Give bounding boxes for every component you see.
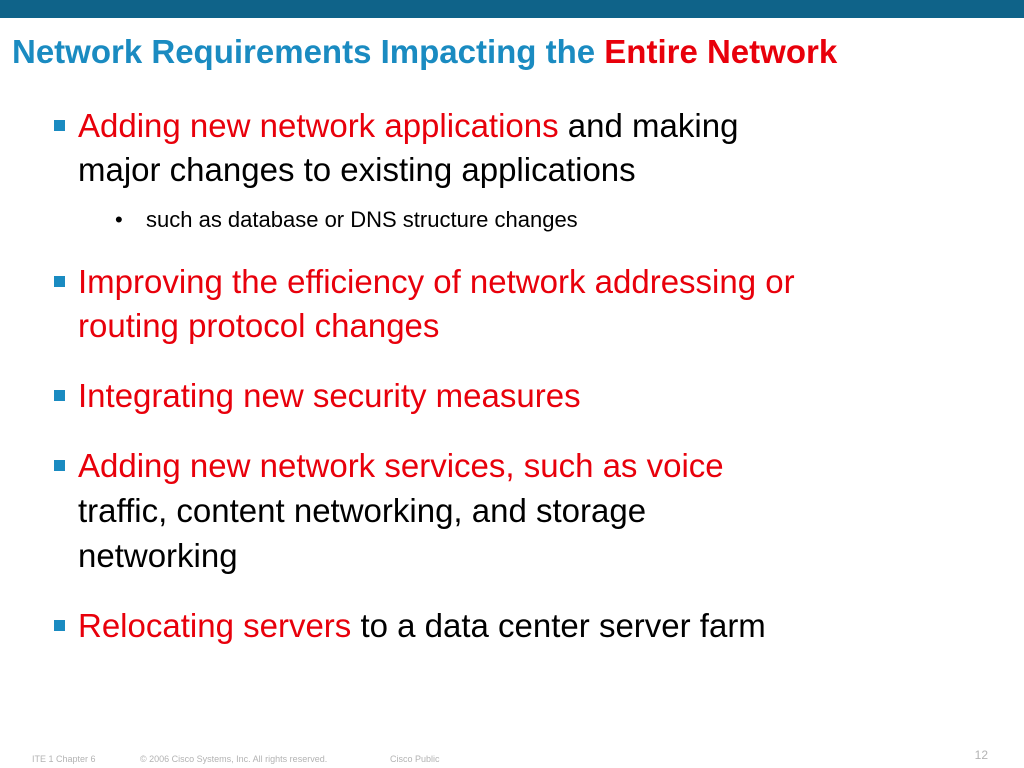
bullet-2-line-2-red: routing protocol changes — [78, 307, 440, 344]
footer-chapter: ITE 1 Chapter 6 — [32, 754, 96, 764]
bullet-1-sub-1: such as database or DNS structure changes — [146, 207, 578, 232]
title-accent: Entire Network — [604, 33, 838, 70]
bullet-marker-1 — [54, 120, 65, 131]
bullet-4-line-2 — [78, 489, 646, 533]
sub-bullet-dot-1: • — [115, 207, 123, 232]
bullet-4-line-3 — [78, 534, 238, 578]
bullet-2-line-1 — [78, 260, 795, 304]
page-number: 12 — [974, 748, 988, 762]
footer-copyright: © 2006 Cisco Systems, Inc. All rights reserved. — [140, 754, 328, 764]
bullet-marker-4 — [54, 460, 65, 471]
bullet-2-line-1-red: Improving the efficiency of network addressing or — [78, 263, 795, 300]
bullet-2-line-2 — [78, 304, 439, 348]
bullet-marker-2 — [54, 276, 65, 287]
bullet-5-line-1-red: Relocating servers — [78, 607, 352, 644]
bullet-4-line-1 — [78, 444, 724, 488]
bullet-4-line-3-black: networking — [78, 537, 238, 574]
bullet-marker-5 — [54, 620, 65, 631]
bullet-1-line-1 — [78, 104, 738, 148]
bullet-5-line-1-black: to a data center server farm — [351, 607, 766, 644]
bullet-1-line-2 — [78, 148, 636, 192]
bullet-3-line-1 — [78, 374, 581, 418]
bullet-3-line-1-red: Integrating new security measures — [78, 377, 581, 414]
bullet-marker-3 — [54, 390, 65, 401]
title-main: Network Requirements Impacting the — [12, 33, 605, 70]
bullet-4-line-1-red: Adding new network services, such as voice — [78, 447, 724, 484]
footer-classification: Cisco Public — [390, 754, 440, 764]
bullet-1-line-1-red: Adding new network applications — [78, 107, 559, 144]
bullet-4-line-2-black: traffic, content networking, and storage — [78, 492, 647, 529]
bullet-1-line-2-black: major changes to existing applications — [78, 151, 636, 188]
bullet-5-line-1 — [78, 604, 766, 648]
bullet-1-line-1-black: and making — [558, 107, 739, 144]
